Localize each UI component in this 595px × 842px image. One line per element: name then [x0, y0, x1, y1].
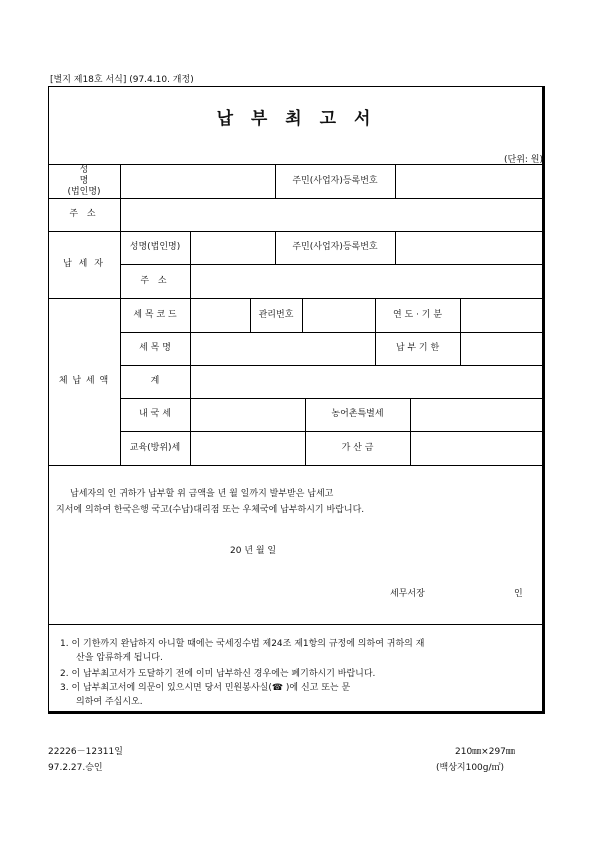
name-field[interactable]	[120, 164, 275, 198]
issue-date: 20 년 월 일	[230, 546, 277, 556]
national-tax-field[interactable]	[190, 398, 305, 431]
taxpayer-name-field[interactable]	[190, 231, 275, 264]
approval-date: 97.2.27.승인	[48, 763, 103, 773]
rural-tax-field[interactable]	[410, 398, 545, 431]
total-field[interactable]	[190, 365, 545, 398]
tax-item-field[interactable]	[190, 332, 375, 365]
name-label	[48, 164, 120, 198]
rural-tax-label: 농어촌특별세	[331, 409, 384, 419]
body-line-2: 지서에 의하여 한국은행 국고(수납)대리점 또는 우체국에 납부하시기 바랍니다.	[56, 505, 365, 515]
seal-mark: 인	[514, 589, 523, 599]
note-item: 의하여 주십시오.	[76, 697, 143, 707]
note-item: 2. 이 납부최고서가 도달하기 전에 이미 납부하신 경우에는 폐기하시기 바랍니다.	[60, 669, 376, 679]
taxpayer-label: 납 세 자	[63, 259, 105, 269]
name-label-line2: (법인명)	[67, 186, 101, 197]
taxpayer-address-label: 주 소	[140, 275, 170, 286]
note-item: 산을 압류하게 됩니다.	[76, 653, 163, 663]
surcharge-field[interactable]	[410, 431, 545, 465]
address-field[interactable]	[120, 198, 545, 231]
year-period-label: 연 도 · 기 분	[392, 309, 443, 320]
surcharge-label: 가 산 금	[341, 442, 374, 453]
body-line-1: 납세자의 인 귀하가 납부할 위 금액을 년 월 일까지 발부받은 납세고	[70, 489, 334, 499]
due-date-label: 납 부 기 한	[395, 343, 440, 353]
taxpayer-resident-label: 주민(사업자)등록번호	[292, 242, 378, 252]
education-tax-field[interactable]	[190, 431, 305, 465]
table-line	[48, 624, 545, 625]
taxpayer-address-field[interactable]	[190, 264, 545, 298]
paper-size: 210㎜×297㎜	[455, 747, 515, 757]
total-label: 계	[150, 376, 160, 386]
name-label-line1: 성 명	[79, 164, 107, 186]
signer-label: 세무서장	[390, 589, 425, 599]
tax-item-label: 세 목 명	[139, 343, 171, 353]
taxpayer-name-label: 성명(법인명)	[129, 242, 181, 252]
note-item: 1. 이 기한까지 완납하지 아니할 때에는 국세징수법 제24조 제1항의 규정에 의하여 귀하의 재	[60, 639, 425, 649]
national-tax-label: 내 국 세	[139, 409, 171, 419]
address-label: 주 소	[69, 209, 99, 219]
form-code: 22226－12311일	[48, 747, 123, 757]
tax-code-label: 세 목 코 드	[133, 309, 177, 320]
table-line	[48, 465, 545, 466]
year-period-field[interactable]	[460, 298, 545, 332]
arrears-label: 체 납 세 액	[58, 376, 110, 386]
mgmt-no-field[interactable]	[302, 298, 375, 332]
due-date-field[interactable]	[460, 332, 545, 365]
education-tax-label: 교육(방위)세	[129, 442, 181, 453]
mgmt-no-label: 관리번호	[258, 309, 294, 320]
note-item: 3. 이 납부최고서에 의문이 있으시면 당서 민원봉사실(☎ )에 신고 또는 문	[60, 683, 351, 693]
page-title: 납 부 최 고 서	[216, 109, 377, 129]
unit-label: (단위: 원)	[504, 155, 543, 165]
form-number-note: [별지 제18호 서식] (97.4.10. 개정)	[50, 75, 194, 85]
resident-number-field[interactable]	[395, 164, 545, 198]
tax-code-field[interactable]	[190, 298, 250, 332]
resident-number-label: 주민(사업자)등록번호	[292, 175, 378, 186]
paper-type: (백상지100g/㎡)	[436, 763, 505, 773]
taxpayer-resident-field[interactable]	[395, 231, 545, 264]
